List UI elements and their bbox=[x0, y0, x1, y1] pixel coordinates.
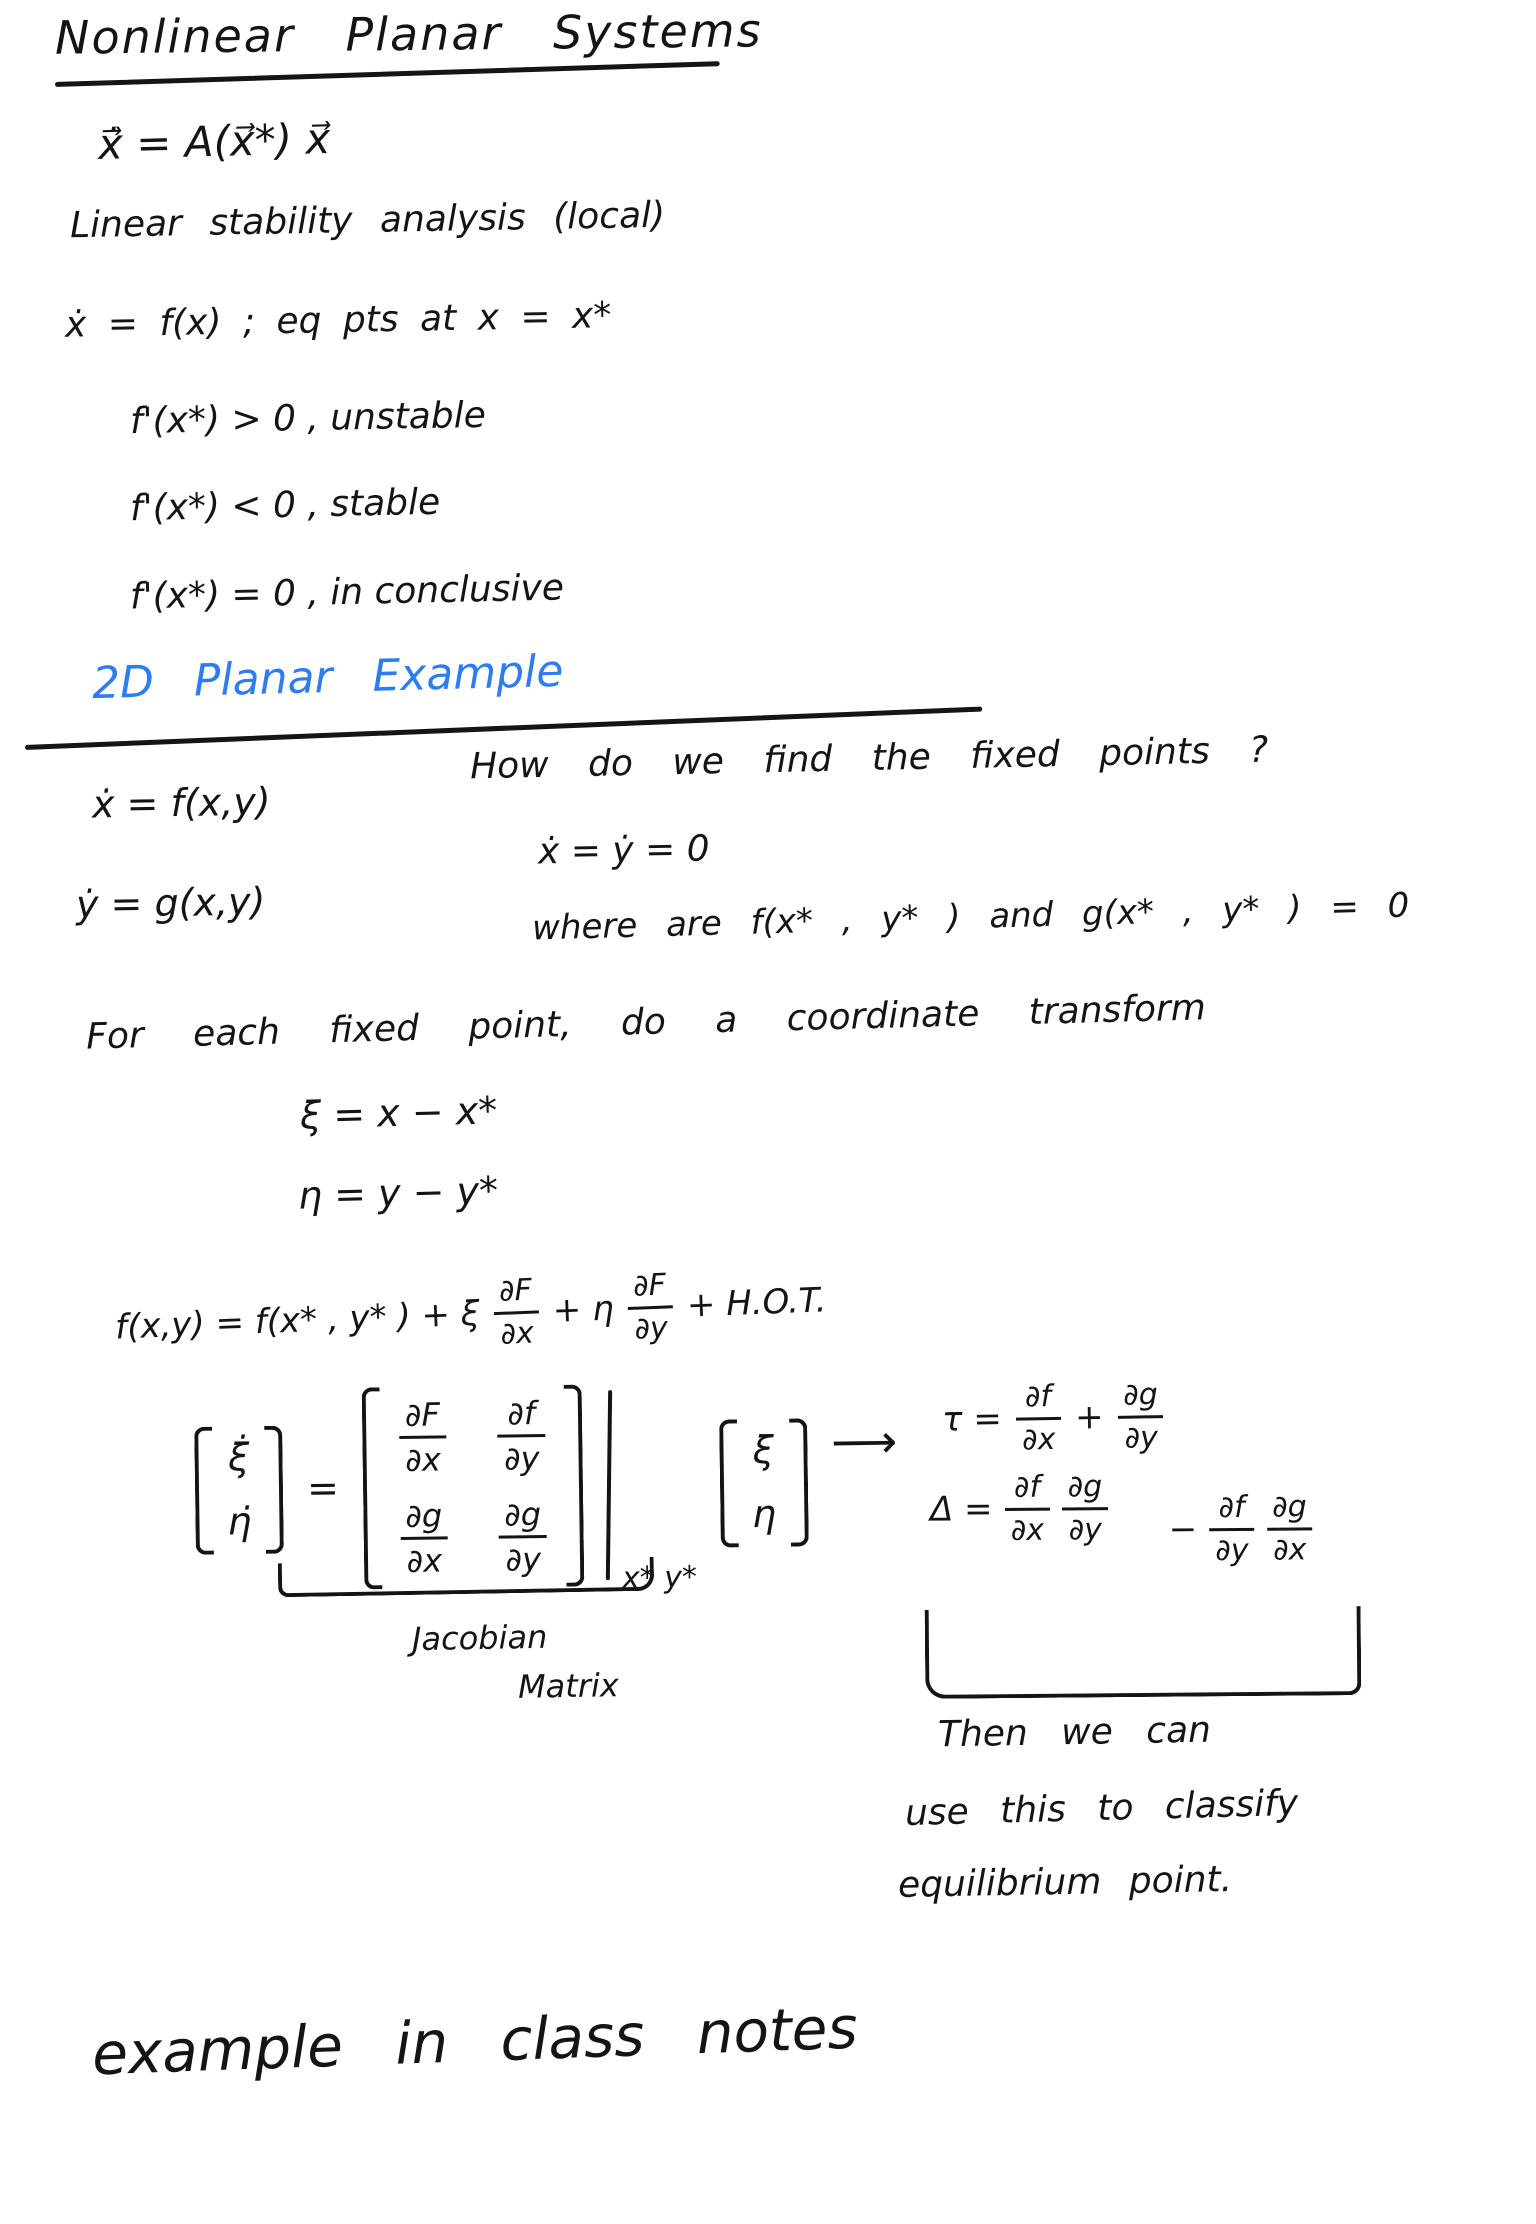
fixed-points-question: How do we find the fixed points ? bbox=[469, 729, 1269, 788]
vector-equation: ẋ⃗ = A(x⃗*) x⃗ bbox=[97, 113, 331, 170]
xi-eta-vector: ξ η bbox=[719, 1419, 809, 1548]
vertical-bar bbox=[605, 1390, 611, 1580]
right-bracket bbox=[264, 1426, 284, 1554]
dg-dx-fraction: $\frac{\partial g}{\partial x}$ bbox=[1266, 1492, 1313, 1565]
df-dx-fraction: $\frac{\partial f}{\partial x}$ bbox=[1004, 1473, 1050, 1546]
evaluation-bar bbox=[605, 1389, 698, 1596]
trace-formula bbox=[941, 1377, 1164, 1458]
dF-dx-entry: $\frac{\partial F}{\partial x}$ bbox=[398, 1398, 448, 1476]
page-title: Nonlinear Planar Systems bbox=[54, 3, 763, 65]
dg-dx-entry: $\frac{\partial g}{\partial x}$ bbox=[399, 1499, 449, 1577]
title-underline bbox=[55, 61, 720, 87]
where-line: where are f(x* , y* ) and g(x* , y* ) = 0 bbox=[531, 885, 1410, 949]
xdot-equation: ẋ = f(x,y) bbox=[91, 779, 271, 827]
xi-definition: ξ = x − x* bbox=[299, 1088, 498, 1138]
minus-term bbox=[1168, 1489, 1313, 1569]
case-inconclusive: f'(x*) = 0 , in conclusive bbox=[129, 567, 565, 618]
dg-dy-fraction: $\frac{\partial g}{\partial y}$ bbox=[1117, 1380, 1165, 1454]
trace-det-underbrace bbox=[925, 1606, 1362, 1699]
taylor-expansion bbox=[114, 1264, 828, 1364]
eq-points-line: ẋ = f(x) ; eq pts at x = x* bbox=[64, 295, 612, 346]
jacobian-label-line2: Matrix bbox=[517, 1666, 620, 1706]
zero-equation: ẋ = ẏ = 0 bbox=[537, 828, 710, 873]
footer-note: example in class notes bbox=[91, 1993, 859, 2089]
xi-eta-dot-vector: ξ̇ η̇ bbox=[194, 1426, 284, 1555]
df-dy-fraction: $\frac{\partial f}{\partial y}$ bbox=[1209, 1493, 1255, 1566]
ydot-equation: ẏ = g(x,y) bbox=[75, 879, 266, 927]
determinant-formula bbox=[929, 1469, 1313, 1569]
closing-line-2: use this to classify bbox=[904, 1782, 1299, 1835]
case-stable: f'(x*) < 0 , stable bbox=[129, 481, 441, 530]
left-bracket bbox=[719, 1420, 739, 1548]
plus-sign: + bbox=[1074, 1397, 1104, 1438]
minus-sign: − bbox=[1168, 1509, 1198, 1550]
partial-F-x-fraction: $\frac{\partial F}{\partial x}$ bbox=[492, 1275, 540, 1350]
right-bracket bbox=[789, 1419, 809, 1547]
jacobian-label-line1: Jacobian bbox=[411, 1617, 548, 1659]
closing-line-3: equilibrium point. bbox=[897, 1859, 1233, 1906]
transform-line: For each fixed point, do a coordinate transform bbox=[85, 987, 1207, 1058]
case-unstable: f'(x*) > 0 , unstable bbox=[129, 394, 487, 443]
delta-lhs: Δ = bbox=[929, 1489, 993, 1530]
partial-F-y-fraction: $\frac{\partial F}{\partial y}$ bbox=[626, 1270, 674, 1345]
right-bracket bbox=[563, 1385, 584, 1587]
eta-definition: η = y − y* bbox=[297, 1168, 499, 1218]
jacobian-underbrace bbox=[278, 1557, 655, 1598]
stability-line: Linear stability analysis (local) bbox=[69, 194, 666, 247]
evaluated-at-label: x* y* bbox=[621, 1559, 698, 1596]
dg-dy-fraction: $\frac{\partial g}{\partial y}$ bbox=[1062, 1472, 1109, 1545]
dg-dy-entry: $\frac{\partial g}{\partial y}$ bbox=[498, 1498, 548, 1576]
left-bracket bbox=[194, 1427, 214, 1555]
taylor-hot: + H.O.T. bbox=[686, 1280, 828, 1326]
closing-line-1: Then we can bbox=[937, 1709, 1212, 1756]
section-heading: 2D Planar Example bbox=[91, 645, 564, 710]
taylor-lhs: f(x,y) = f(x* , y* ) + ξ bbox=[114, 1293, 481, 1348]
implies-arrow: ⟶ bbox=[830, 1413, 898, 1469]
equals-sign: = bbox=[306, 1466, 340, 1511]
df-dy-entry: $\frac{\partial f}{\partial y}$ bbox=[497, 1397, 547, 1475]
df-dx-fraction: $\frac{\partial f}{\partial x}$ bbox=[1015, 1382, 1062, 1456]
tau-lhs: τ = bbox=[941, 1398, 1003, 1440]
taylor-plus-eta: + η bbox=[552, 1288, 615, 1331]
